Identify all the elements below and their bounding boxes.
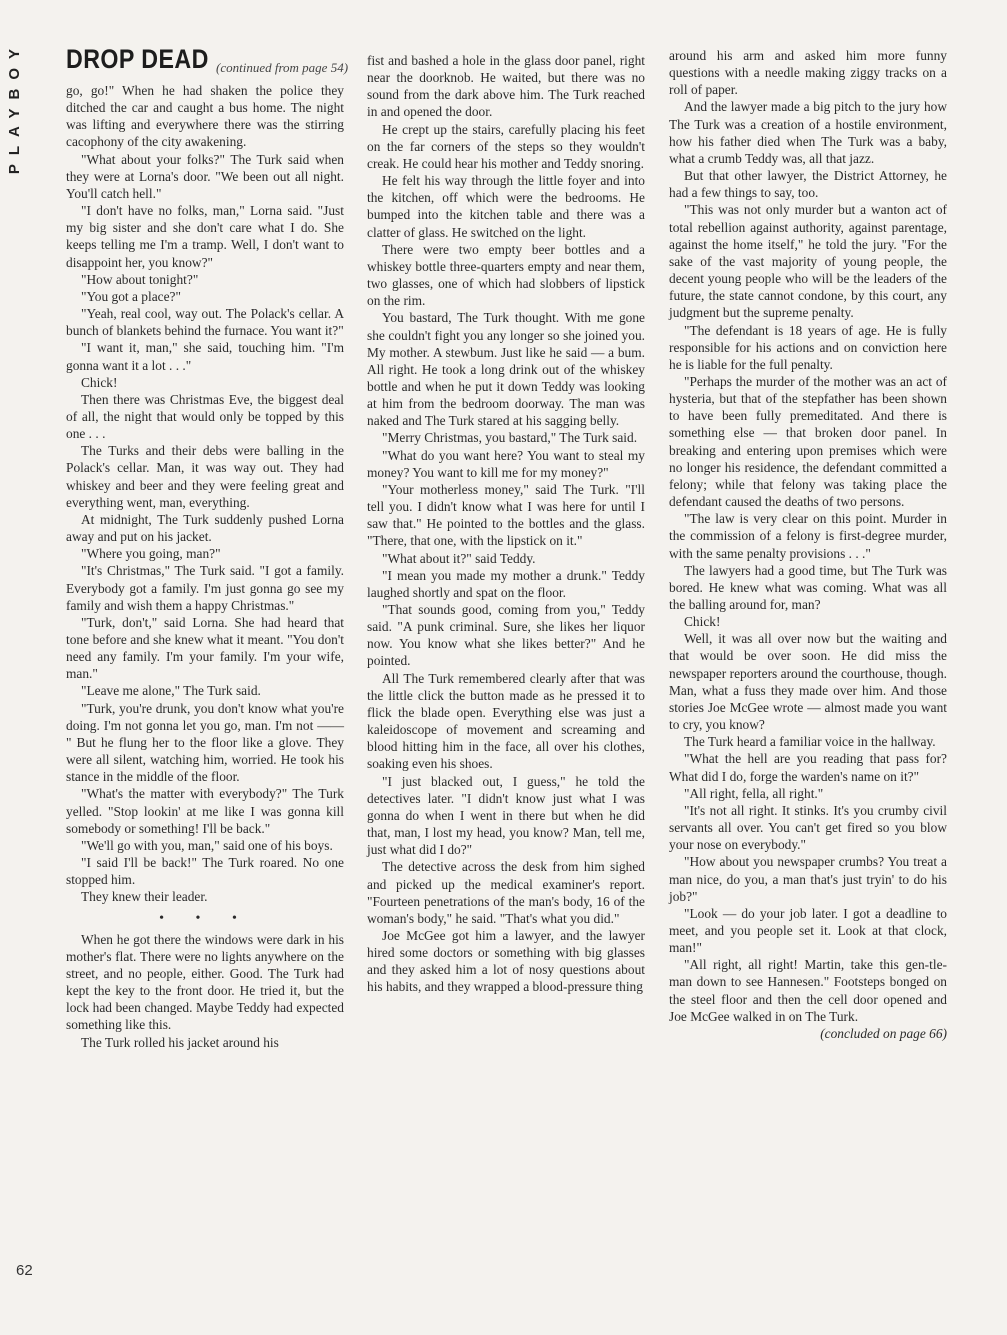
- continued-from-note: (continued from page 54): [216, 60, 349, 75]
- paragraph: "This was not only murder but a wanton act of total rebellion against authority, against parentage, against the home itself," he told the jury. "For the sake of the vast majority of young people, the decent young people who will be the leaders of the future, the state cannot condone, by this court, any judgment but the supreme penalty.: [669, 202, 947, 321]
- paragraph: "What about your folks?" The Turk said when they were at Lorna's door. "We been out all night. You'll catch hell.": [66, 151, 344, 201]
- paragraph: "It's not all right. It stinks. It's you crumby civil servants all over. You can't get fired so you blow your nose on everybody.": [669, 802, 947, 853]
- paragraph: "We'll go with you, man," said one of his boys.: [81, 837, 333, 853]
- article-headline: [66, 44, 349, 75]
- paragraph: The Turk heard a familiar voice in the hallway.: [684, 734, 936, 750]
- paragraph: "What the hell are you reading that pass for? What did I do, forge the warden's name on it?": [669, 751, 947, 784]
- paragraph: around his arm and asked him more funny questions with a needle making ziggy tracks on a roll of paper.: [669, 48, 947, 98]
- paragraph: go, go!" When he had shaken the police they ditched the car and caught a bus home. The night was lifting and everywhere there was the stirring cacophony of the city awakening.: [66, 83, 344, 150]
- magazine-side-label: PLAYBOY: [6, 40, 23, 175]
- paragraph: He crept up the stairs, carefully placing his feet on the far corners of the steps so they wouldn't creak. He could hear his mother and Teddy snoring.: [367, 121, 645, 171]
- article-title: DROP DEAD: [66, 44, 209, 74]
- paragraph: Well, it was all over now but the waiting and that would be over soon. He did miss the newspaper reporters around the courthouse, though. Man, what a fuss they made over him. And those stories Joe McGee wrote — almost made you want to cry, you know?: [669, 631, 947, 733]
- paragraph: "The defendant is 18 years of age. He is fully responsible for his actions and on conviction here he is liable for the full penalty.: [669, 322, 947, 372]
- paragraph: "Look — do your job later. I got a deadline to meet, and you people set it. Look at that clock, man!": [669, 905, 947, 956]
- paragraph: "I mean you made my mother a drunk." Teddy laughed shortly and spat on the floor.: [367, 567, 645, 600]
- paragraph: "Perhaps the murder of the mother was an act of hysteria, but that of the stepfather has been shown to have been fully premeditated. And there is something else — that broken door panel. In breaking and entering upon premises which were no longer his residence, the defendant committed a felony; while that felony was taking place the defendant caused the deaths of two persons.: [669, 373, 947, 510]
- paragraph: "What do you want here? You want to steal my money? You want to kill me for my money?": [367, 447, 645, 480]
- paragraph: They knew their leader.: [81, 889, 208, 905]
- paragraph: There were two empty beer bottles and a whiskey bottle three-quarters empty and near them, two glasses, one of which had slobbers of lipstick on the rim.: [367, 241, 645, 309]
- paragraph: The lawyers had a good time, but The Turk was bored. He knew what was coming. What was all the balling around for, man?: [669, 562, 947, 612]
- paragraph: Chick!: [684, 614, 721, 630]
- paragraph: fist and bashed a hole in the glass door panel, right near the doorknob. He waited, but there was no sound from the dark above him. The Turk reached in and opened the door.: [367, 53, 645, 120]
- paragraph: "All right, all right! Martin, take this gen-tle-man down to see Hannesen." Footsteps bonged on the steel floor and then the cell door opened and Joe McGee walked in on The Turk.: [669, 957, 947, 1024]
- paragraph: Chick!: [81, 374, 118, 390]
- paragraph: When he got there the windows were dark in his mother's flat. There were no lights anywhere on the street, and no people, either. Good. The Turk had kept the key to the front door. He tried it, but the lock had been changed. Maybe Teddy had expected something like this.: [66, 931, 344, 1033]
- paragraph: All The Turk remembered clearly after that was the little click the button made as he pressed it to flick the blade open. Everything else was just a kaleidoscope of movement and screaming and blood hitting him in the face, all over his clothes, soaking even his shoes.: [367, 670, 645, 772]
- paragraph: "All right, fella, all right.": [684, 785, 824, 801]
- page-number: 62: [16, 1262, 33, 1279]
- paragraph: "Yeah, real cool, way out. The Polack's cellar. A bunch of blankets behind the furnace. You want it?": [66, 306, 344, 339]
- paragraph: He felt his way through the little foyer and into the kitchen, off which were the bedrooms. He bumped into the kitchen table and there was a clatter of glass. He switched on the light.: [367, 173, 645, 240]
- paragraph: "I don't have no folks, man," Lorna said. "Just my big sister and she don't care what I do. She keeps telling me I'm a tramp. Well, I don't want to disappoint her, you know?": [66, 203, 344, 270]
- paragraph: "Where you going, man?": [81, 546, 221, 562]
- paragraph: "I just blacked out, I guess," he told the detectives later. "I didn't know just what I was gonna do when I went in there but when he did that, man, I lost my head, you know? Man, tell me, just what did I do?": [367, 773, 645, 858]
- paragraph: "I said I'll be back!" The Turk roared. No one stopped him.: [66, 855, 344, 888]
- paragraph: Then there was Christmas Eve, the biggest deal of all, the night that would only be topped by this one . . .: [66, 391, 344, 442]
- section-break: • • •: [159, 910, 251, 926]
- paragraph: "How about tonight?": [81, 271, 199, 287]
- paragraph: But that other lawyer, the District Attorney, he had a few things to say, too.: [669, 168, 947, 201]
- text-column-1: [66, 82, 344, 1051]
- paragraph: "The law is very clear on this point. Murder in the commission of a felony is first-degree murder, with the same penalty provisions . . .": [669, 511, 947, 561]
- paragraph: "It's Christmas," The Turk said. "I got a family. Everybody got a family. I'm just gonna go see my family and wish them a happy Christmas.": [66, 563, 344, 613]
- paragraph: "What's the matter with everybody?" The Turk yelled. "Stop lookin' at me like I was gonna kill somebody or something! I'll be back.": [66, 786, 344, 836]
- paragraph: You bastard, The Turk thought. With me gone she couldn't fight you any longer so she joined you. My mother. A stewbum. Just like he said — a bum. All right. He took a long drink out of the whiskey bottle and when he put it down Teddy was looking at him from the bedroom doorway. The man was naked and The Turk stared at his sagging belly.: [367, 310, 645, 429]
- paragraph: "You got a place?": [81, 288, 181, 304]
- paragraph: The Turk rolled his jacket around his: [81, 1034, 279, 1050]
- paragraph: "I want it, man," she said, touching him. "I'm gonna want it a lot . . .": [66, 340, 344, 373]
- paragraph: The detective across the desk from him sighed and picked up the medical examiner's report. "Fourteen penetrations of the man's body, 16 of the woman's body," he said. "That's what you did.": [367, 859, 645, 926]
- paragraph: At midnight, The Turk suddenly pushed Lorna away and put on his jacket.: [66, 511, 344, 545]
- paragraph: "How about you newspaper crumbs? You treat a man nice, do you, a man that's just tryin' to do his job?": [669, 854, 947, 904]
- text-column-3: [669, 47, 947, 1042]
- paragraph: "What about it?" said Teddy.: [382, 550, 536, 566]
- paragraph: "Turk, don't," said Lorna. She had heard that tone before and she knew what it meant. "You don't need any family. I'm your family. I'm your wife, man.": [66, 614, 344, 682]
- paragraph: Joe McGee got him a lawyer, and the lawyer hired some doctors or something with big glasses and they asked him a lot of nosy questions about his habits, and they wrapped a blood-pressure thing: [367, 927, 645, 995]
- paragraph: And the lawyer made a big pitch to the jury how The Turk was a creation of a hostile environment, how his father died when The Turk was a baby, what a crumb Teddy was, all that jazz.: [669, 99, 947, 166]
- concluded-on-note: (concluded on page 66): [820, 1025, 947, 1041]
- paragraph: "That sounds good, coming from you," Teddy said. "A punk criminal. Sure, she likes her liquor now. You know what she likes better?" And he pointed.: [367, 602, 645, 669]
- paragraph: "Leave me alone," The Turk said.: [81, 683, 261, 699]
- paragraph: The Turks and their debs were balling in the Polack's cellar. Man, it was way out. They had whiskey and beer and they were feeling great and everything went, man, everything.: [66, 443, 344, 510]
- paragraph: "Merry Christmas, you bastard," The Turk said.: [382, 430, 638, 446]
- paragraph: "Your motherless money," said The Turk. "I'll tell you. I didn't know what I was here for until I saw that." He pointed to the bottles and the glass. "There, that one, with the lipstick on it.": [367, 481, 645, 549]
- text-column-2: [367, 52, 645, 996]
- paragraph: "Turk, you're drunk, you don't know what you're doing. I'm not gonna let you go, man. I'm not —— " But he flung her to the floor like a glove. They were all silent, watching him, worried. He took his stance in the middle of the floor.: [66, 700, 344, 785]
